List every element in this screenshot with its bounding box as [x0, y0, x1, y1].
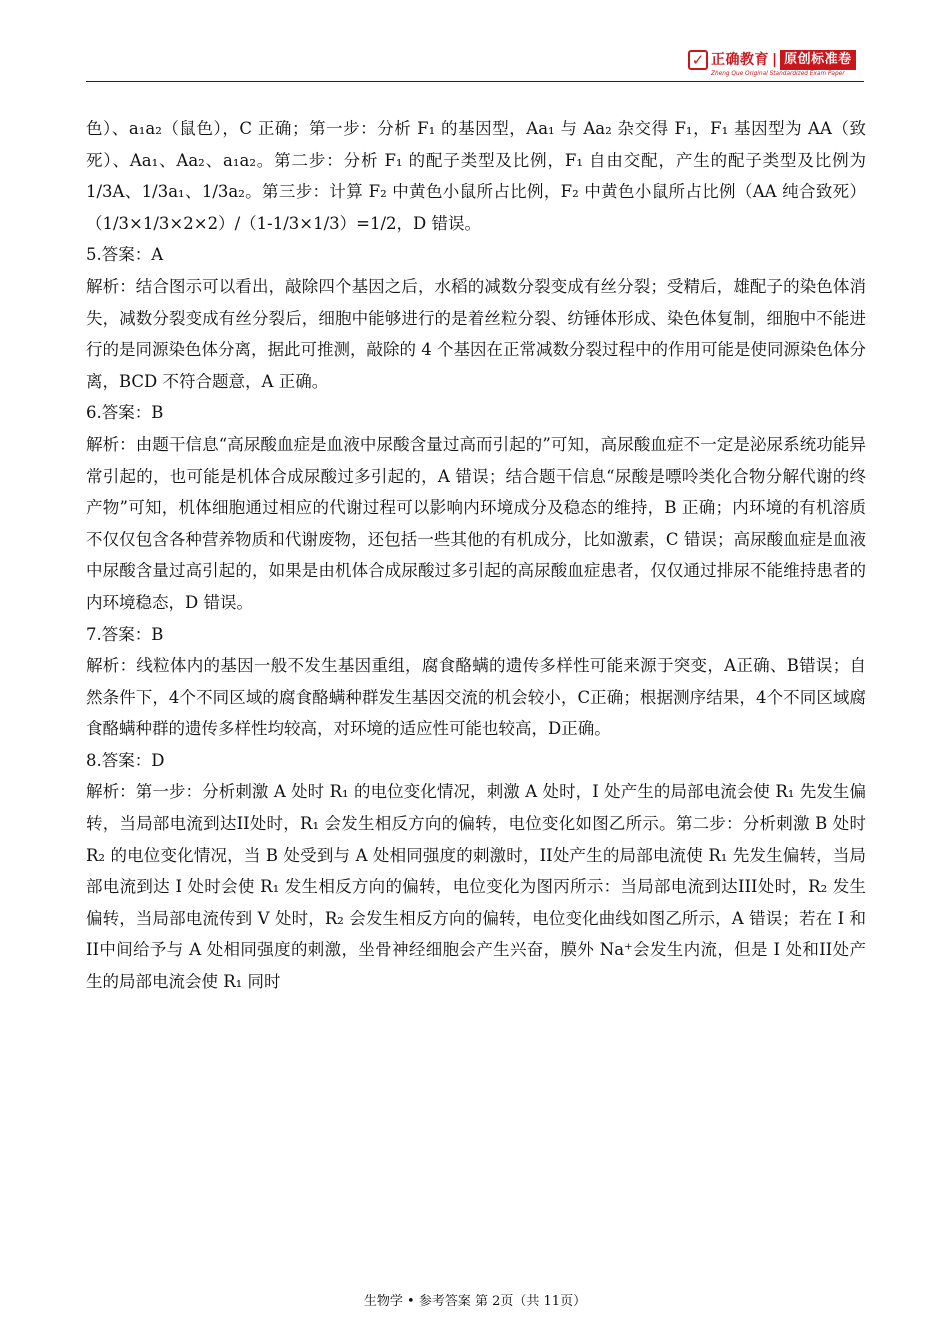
- header-divider: [86, 81, 864, 82]
- logo-tag-text: 原创标准卷: [780, 50, 856, 70]
- brand-logo: [688, 50, 860, 80]
- page-header: [0, 0, 950, 90]
- paragraph-continuation: 色）、a₁a₂（鼠色），C 正确；第一步：分析 F₁ 的基因型，Aa₁ 与 Aa₂ 杂交得 F₁，F₁ 基因型为 AA（致死）、Aa₁、Aa₂、a₁a₂。第二步：分析 F₁ 的配子类型及比例，F₁ 自由交配，产生的配子类型及比例为 1/3A、1/3a₁、1/3a₂。第三步：计算 F₂ 中黄色小鼠所占比例，F₂ 中黄色小鼠所占比例（AA 纯合致死）（1/3×1/3×2×2）/（1-1/3×1/3）=1/2，D 错误。: [86, 119, 866, 233]
- logo-subtitle: Zheng Que Original Standardized Exam Paper: [711, 71, 845, 77]
- answer-8: 8.答案：D: [86, 750, 165, 770]
- checkmark-icon: ✓: [688, 50, 708, 70]
- answer-content: [86, 113, 866, 998]
- analysis-5: 解析：结合图示可以看出，敲除四个基因之后，水稻的减数分裂变成有丝分裂；受精后，雄配子的染色体消失，减数分裂变成有丝分裂后，细胞中能够进行的是着丝粒分裂、纺锤体形成、染色体复制，细胞中不能进行的是同源染色体分离，据此可推测，敲除的 4 个基因在正常减数分裂过程中的作用可能是使同源染色体分离，BCD 不符合题意，A 正确。: [86, 276, 866, 391]
- answer-7: 7.答案：B: [86, 624, 164, 644]
- analysis-6: 解析：由题干信息“高尿酸血症是血液中尿酸含量过高而引起的”可知，高尿酸血症不一定是泌尿系统功能异常引起的，也可能是机体合成尿酸过多引起的，A 错误；结合题干信息“尿酸是嘌呤类化合物分解代谢的终产物”可知，机体细胞通过相应的代谢过程可以影响内环境成分及稳态的维持，B 正确；内环境的有机溶质不仅仅包含各种营养物质和代谢废物，还包括一些其他的有机成分，比如激素，C 错误；高尿酸血症是血液中尿酸含量过高引起的，如果是由机体合成尿酸过多引起的高尿酸血症患者，仅仅通过排尿不能维持患者的内环境稳态，D 错误。: [86, 434, 866, 612]
- analysis-7: 解析：线粒体内的基因一般不发生基因重组，腐食酪螨的遗传多样性可能来源于突变，A正确、B错误；自然条件下，4个不同区域的腐食酪螨种群发生基因交流的机会较小，C正确；根据测序结果，4个不同区域腐食酪螨种群的遗传多样性均较高，对环境的适应性可能也较高，D正确。: [86, 656, 866, 739]
- analysis-8: 解析：第一步：分析刺激 A 处时 R₁ 的电位变化情况，刺激 A 处时，I 处产生的局部电流会使 R₁ 先发生偏转，当局部电流到达II处时，R₁ 会发生相反方向的偏转，电位变化如图乙所示。第二步：分析刺激 B 处时 R₂ 的电位变化情况，当 B 处受到与 A 处相同强度的刺激时，II处产生的局部电流使 R₁ 先发生偏转，当局部电流到达 I 处时会使 R₁ 发生相反方向的偏转，电位变化为图丙所示：当局部电流到达III处时，R₂ 发生偏转，当局部电流传到 V 处时，R₂ 会发生相反方向的偏转，电位变化曲线如图乙所示，A 错误；若在 I 和II中间给予与 A 处相同强度的刺激，坐骨神经细胞会产生兴奋，膜外 Na⁺会发生内流，但是 I 处和II处产生的局部电流会使 R₁ 同时: [86, 782, 866, 992]
- page-footer: 生物学 • 参考答案 第 2页（共 11页）: [363, 1294, 587, 1309]
- answer-5: 5.答案：A: [86, 245, 164, 265]
- answer-6: 6.答案：B: [86, 403, 164, 423]
- logo-separator: |: [772, 52, 778, 68]
- logo-brand-text: 正确教育: [711, 52, 769, 68]
